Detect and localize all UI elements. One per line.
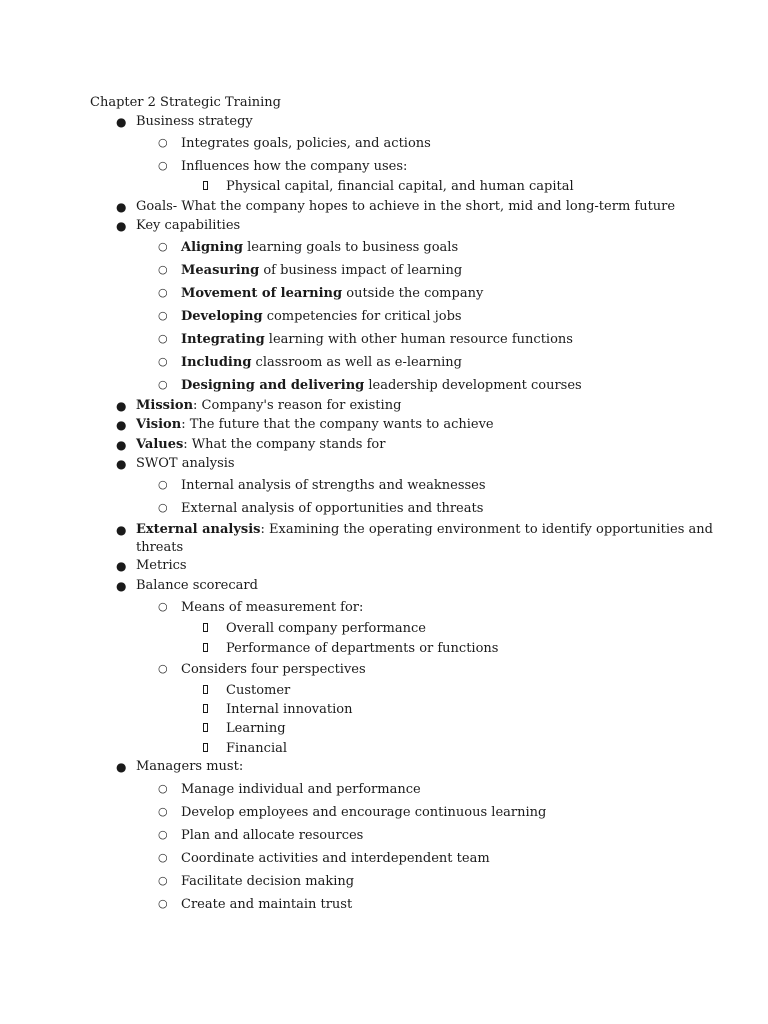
circle-bullet: ○ [158, 286, 168, 299]
square-bullet-icon [203, 740, 208, 757]
list-item-vision: Vision: The future that the company wants to achieve [136, 417, 494, 432]
capability-item: Measuring of business impact of learning [181, 263, 463, 278]
list-item-influences: Influences how the company uses: [181, 159, 408, 174]
manager-item: Develop employees and encourage continuous learning [181, 805, 547, 820]
circle-bullet: ○ [158, 478, 168, 491]
list-item-balance-scorecard: Balance scorecard [136, 578, 258, 593]
circle-bullet: ○ [158, 355, 168, 368]
circle-bullet: ○ [158, 782, 168, 795]
manager-item: Manage individual and performance [181, 782, 421, 797]
capability-item: Aligning learning goals to business goals [181, 240, 459, 255]
disc-bullet: ● [116, 559, 127, 573]
circle-bullet: ○ [158, 263, 168, 276]
list-item-capital: Physical capital, financial capital, and human capital [226, 179, 574, 194]
list-item-integrates: Integrates goals, policies, and actions [181, 136, 431, 151]
list-item-values: Values: What the company stands for [136, 437, 386, 452]
disc-bullet: ● [116, 760, 127, 774]
list-item-swot-internal: Internal analysis of strengths and weaknesses [181, 478, 486, 493]
square-bullet-icon [203, 620, 208, 637]
capability-item: Designing and delivering leadership development courses [181, 378, 582, 393]
circle-bullet: ○ [158, 240, 168, 253]
disc-bullet: ● [116, 523, 127, 537]
circle-bullet: ○ [158, 600, 168, 613]
list-item-mission: Mission: Company's reason for existing [136, 398, 402, 413]
list-item-business-strategy: Business strategy [136, 114, 253, 129]
list-item-considers: Considers four perspectives [181, 662, 366, 677]
capability-item: Integrating learning with other human resource functions [181, 332, 573, 347]
disc-bullet: ● [116, 579, 127, 593]
list-item-metrics: Metrics [136, 558, 187, 573]
manager-item: Create and maintain trust [181, 897, 353, 912]
manager-item: Plan and allocate resources [181, 828, 364, 843]
capability-item: Including classroom as well as e-learning [181, 355, 462, 370]
circle-bullet: ○ [158, 874, 168, 887]
circle-bullet: ○ [158, 851, 168, 864]
circle-bullet: ○ [158, 501, 168, 514]
square-bullet-icon [203, 701, 208, 718]
disc-bullet: ● [116, 219, 127, 233]
disc-bullet: ● [116, 115, 127, 129]
circle-bullet: ○ [158, 897, 168, 910]
list-item-overall: Overall company performance [226, 621, 426, 636]
list-item-external-analysis: External analysis: Examining the operating environment to identify opportunities and [136, 522, 713, 537]
square-bullet-icon [203, 720, 208, 737]
circle-bullet: ○ [158, 136, 168, 149]
list-item-managers: Managers must: [136, 759, 244, 774]
disc-bullet: ● [116, 457, 127, 471]
capability-item: Movement of learning outside the company [181, 286, 484, 301]
circle-bullet: ○ [158, 309, 168, 322]
list-item-perspective: Internal innovation [226, 702, 353, 717]
list-item-perspective: Customer [226, 683, 291, 698]
list-item-swot-external: External analysis of opportunities and threats [181, 501, 484, 516]
list-item-key-capabilities: Key capabilities [136, 218, 241, 233]
circle-bullet: ○ [158, 662, 168, 675]
list-item-perspective: Financial [226, 741, 288, 756]
list-item-performance-depts: Performance of departments or functions [226, 641, 499, 656]
disc-bullet: ● [116, 200, 127, 214]
circle-bullet: ○ [158, 159, 168, 172]
square-bullet-icon [203, 682, 208, 699]
disc-bullet: ● [116, 418, 127, 432]
page-title: Chapter 2 Strategic Training [90, 95, 281, 110]
circle-bullet: ○ [158, 378, 168, 391]
manager-item: Facilitate decision making [181, 874, 355, 889]
circle-bullet: ○ [158, 828, 168, 841]
disc-bullet: ● [116, 438, 127, 452]
square-bullet-icon [203, 178, 208, 195]
list-item-goals: Goals- What the company hopes to achieve in the short, mid and long-term future [136, 199, 676, 214]
circle-bullet: ○ [158, 332, 168, 345]
disc-bullet: ● [116, 399, 127, 413]
circle-bullet: ○ [158, 805, 168, 818]
list-item-external-analysis-cont: threats [136, 540, 184, 555]
list-item-swot: SWOT analysis [136, 456, 235, 471]
manager-item: Coordinate activities and interdependent team [181, 851, 490, 866]
list-item-means: Means of measurement for: [181, 600, 364, 615]
list-item-perspective: Learning [226, 721, 286, 736]
capability-item: Developing competencies for critical jobs [181, 309, 462, 324]
square-bullet-icon [203, 640, 208, 657]
